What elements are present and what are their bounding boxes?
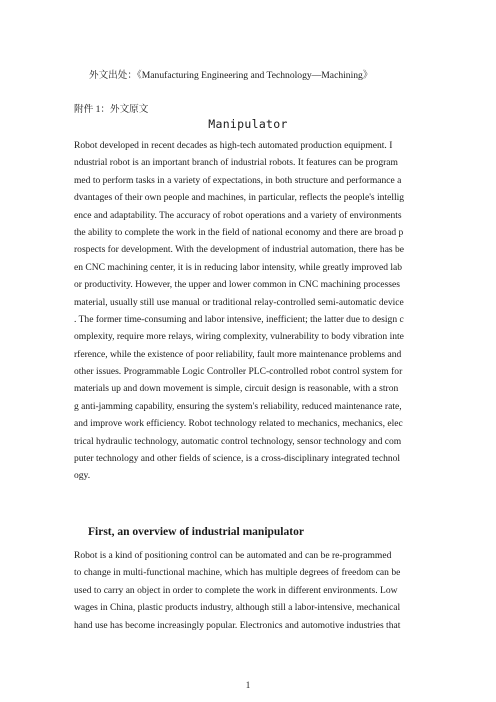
- text-line: ence and adaptability. The accuracy of robot operations and a variety of environments: [74, 209, 402, 221]
- text-line: hand use has become increasingly popular. Electronics and automotive industries that: [74, 619, 401, 631]
- source-citation: 外文出处：《Manufacturing Engineering and Technology—Machining》: [89, 70, 373, 81]
- text-line: used to carry an object in order to complete the work in different environments. Low: [74, 584, 398, 596]
- text-line: Robot developed in recent decades as high-tech automated production equipment. I: [74, 140, 393, 151]
- text-line: dvantages of their own people and machines, in particular, reflects the people's intellig: [74, 192, 405, 204]
- appendix-label: 附件 1：外文原文: [74, 104, 149, 115]
- text-line: . The former time-consuming and labor intensive, inefficient; the latter due to design c: [74, 313, 404, 325]
- text-line: omplexity, require more relays, wiring complexity, vulnerability to body vibration inte: [74, 331, 404, 343]
- text-line: and improve work efficiency. Robot technology related to mechanics, mechanics, elec: [74, 418, 403, 430]
- text-line: ndustrial robot is an important branch of industrial robots. It features can be program: [74, 157, 398, 169]
- text-line: material, usually still use manual or traditional relay-controlled semi-automatic device: [74, 296, 404, 308]
- text-line: puter technology and other fields of science, is a cross-disciplinary integrated technol: [74, 453, 401, 465]
- text-line: to change in multi-functional machine, which has multiple degrees of freedom can be: [74, 567, 401, 579]
- text-line: ogy.: [74, 470, 91, 482]
- text-line: wages in China, plastic products industry, although still a labor-intensive, mechanical: [74, 602, 401, 614]
- text-line: rference, while the existence of poor reliability, fault more maintenance problems and: [74, 348, 402, 360]
- text-line: other issues. Programmable Logic Controller PLC-controlled robot control system for: [74, 366, 403, 378]
- text-line: trical hydraulic technology, automatic control technology, sensor technology and com: [74, 435, 402, 447]
- text-line: med to perform tasks in a variety of expectations, in both structure and performance a: [74, 174, 402, 186]
- text-line: the ability to complete the work in the field of national economy and there are broad p: [74, 226, 404, 238]
- text-line: en CNC machining center, it is in reducing labor intensity, while greatly improved lab: [74, 261, 403, 273]
- document-title: Manipulator: [208, 117, 288, 131]
- section-heading: First, an overview of industrial manipulator: [88, 526, 304, 538]
- text-line: Robot is a kind of positioning control can be automated and can be re-programmed: [74, 550, 392, 561]
- text-line: g anti-jamming capability, ensuring the system's reliability, reduced maintenance rate,: [74, 400, 402, 412]
- text-line: or productivity. However, the upper and lower common in CNC machining processes: [74, 279, 400, 291]
- intro-paragraph: [74, 137, 431, 485]
- page-number: 1: [245, 680, 251, 690]
- overview-paragraph: [74, 547, 431, 634]
- text-line: rospects for development. With the development of industrial automation, there has be: [74, 244, 405, 256]
- text-line: materials up and down movement is simple, circuit design is reasonable, with a stron: [74, 383, 399, 395]
